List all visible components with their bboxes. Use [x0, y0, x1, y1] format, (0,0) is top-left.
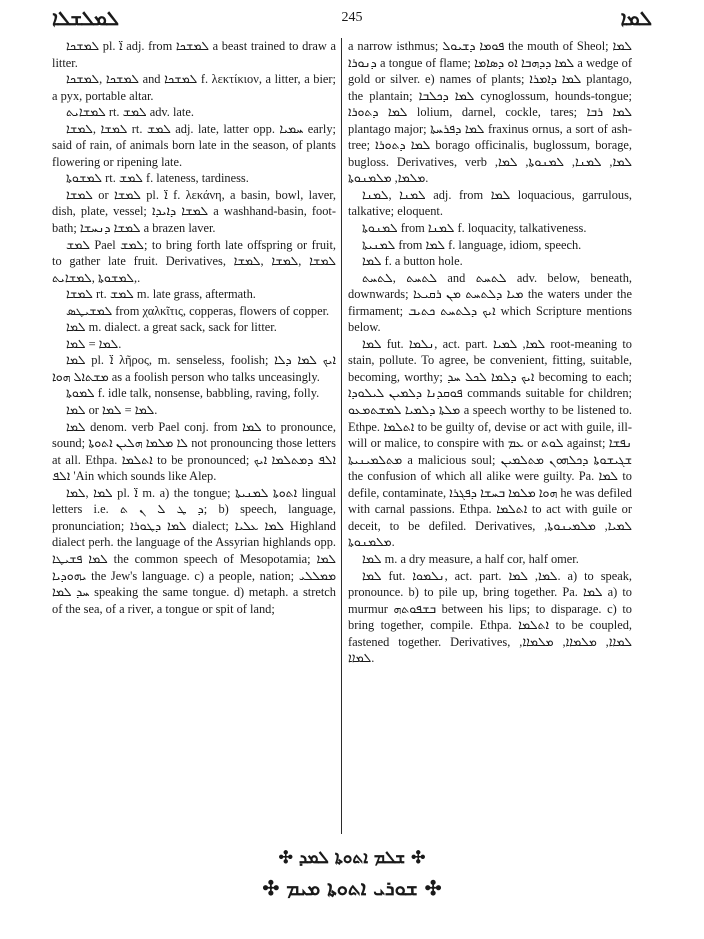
dictionary-entry: ܠܡܫܝܛܣ from χαλκῖτις, copperas, flowers of copper.	[66, 303, 330, 318]
dictionary-entry: ܠܡܘܬܐ f. idle talk, nonsense, babbling, raving, folly.	[66, 386, 320, 401]
dictionary-entry: ܠܡܐ f. a button hole.	[362, 254, 463, 269]
dictionary-entry: ܠܡܐ or ܠܡܐ = ܠܡܐ.	[66, 403, 158, 418]
page-header	[52, 6, 652, 32]
dictionary-entry: ܠܡܐ m. a dry measure, a half cor, half omer.	[362, 551, 579, 566]
dictionary-entry: ܠܡܐ = ܠܡܐ.	[66, 336, 122, 351]
dictionary-entry: ܠܡܢܝܬܐ from ܠܡܐ f. language, idiom, speech.	[362, 237, 582, 252]
dictionary-entry: ܠܡܢܐ ,ܠܡܢܐ adj. from ܠܡܐ loquacious, garrulous, talkative; eloquent.	[348, 187, 633, 219]
dictionary-entry: a narrow isthmus; ܦܘܡܐ ܕܫܝܘܠ the mouth of Sheol; ܠܡܐ ܕܢܘܪܐ a tongue of flame; ܠܡܐ ܕܕܗܒܐ ܐܘ ܕܣܐܡܐ a wedge of gold or silver. e) names of plants; ܠܡܐ ܕܐܡܪܐ plantago, the plantain; ܠܡܐ ܕܟܠܒܐ cynoglossum, hounds-tongue; ܠܡܐ ܕܬܘܪܐ lolium, darnel, cockle, tares; ܠܡܐ ܪܒܐ plantago major; ܠܡܐ ܕܦܪܚܬܐ fraxinus ornus, a sort of ash-tree; ܠܡܐ ܕܬܘܪܐ borago officinalis, buglossum, borage, bugloss. Derivatives, verb ܠܡܐ, ܠܡܢܐ, ܠܡܢܘܬܐ, ܠܡܐ, ܡܠܡܐ, ܡܠܡܢܘܬܐ.	[348, 39, 633, 186]
dictionary-entry: ܠܡܐ fut. ܢܠܡܐ, act. part. ܠܡܐ, ܠܡܝܐ root-meaning to stain, pollute. To agree, be convenient, fitting, suitable, becoming, worthy; ܐܝܟ ܕܠܡܐ ܠܟܠ ܚܕ becoming to each; ܦܘܩܕܢܐ ܕܠܡܝܢ ܠܝܠܘܕܐ commands suitable for children; ܡܠܬܐ ܕܠܡܝܐ ܠܡܫܬܡܥܘ a speech worthy to be listened to. Ethpe. ܐܬܠܡܐ to be guilty of, devise or act with guile, ill-will or malice, to conspire with ܥܡ or ܠܘܬ against; ܢܦܫܐ ܡܬܠܡܝܢܝܬܐ a malicious soul; ܫܓܝܫܘܬܐ ܕܟܠܗܘܢ ܡܬܠܡܝܢ the confusion of which all alike were guilty. Pa. ܠܡܐ to defile, contaminate, ܗܘܐ ܡܠܡܐ ܒܚܫܐ ܕܦܓܪܐ he was defiled with carnal passions. Ethpa. ܐܬܠܡܐ to act with guile or deceit, to be defiled. Derivatives, ܠܡܝܐ, ܡܠܡܝܢܘܬܐ, ܡܠܡܢܘܬܐ.	[348, 336, 633, 550]
dictionary-entry: ܠܡܢܘܬܐ from ܠܡܢܐ f. loquacity, talkativeness.	[362, 221, 587, 236]
dictionary-entry: ܠܡܐ fut. ܢܠܡܘܐ, act. part. ܠܡܐ, ܠܡܐ. a) to speak, pronounce. b) to pile up, bring together. Pa. ܠܡܐ a) to murmur ܒܫܦܘܬܗ between his lips; to disparage. c) to bring together, compile. Ethpa. ܐܬܠܡܐ to be coupled, fastened together. Derivatives, ܠܡܐܐ, ܡܠܡܐܐ, ܡܠܡܐܐ, ܠܡܐܐ.	[348, 568, 633, 666]
column-divider	[341, 38, 342, 834]
running-head-left: ܠܡܠܫܠܐ	[52, 6, 120, 30]
dictionary-entry: ܠܡܐ pl. ܐ̈ λῆρος, m. senseless, foolish; ܐܝܟ ܠܡܐ ܕܠܐ ܡܫܬܐܠ ܗܘܐ as a foolish person who talks unceasingly.	[52, 353, 337, 384]
section-begin-line: ✣ ܫܘܪܝ ܐܬܘܬܐ ܡܝܡ ✣	[262, 876, 442, 900]
page-number: 245	[341, 10, 363, 25]
dictionary-entry: ܠܡܫܐ ,ܠܡܫܐ rt. ܠܡܫ adj. late, latter opp. ܚܡܝܐ early; said of rain, of animals born late in the season, of plants flowering or ripening late.	[52, 121, 336, 169]
dictionary-entry: ܠܡܫܐܝܬ rt. ܠܡܫ adv. late.	[66, 105, 194, 120]
dictionary-entry: ܠܬܚܬ ,ܠܬܚܬ and ܠܬܚܬ adv. below, beneath, downwards; ܡܝܐ ܕܠܬܚܬ ܡܢ ܪܩܝܥܐ the waters under the firmament; ܐܝܟ ܕܠܬܚܬ ܟܬܝܒ which Scripture mentions below.	[348, 270, 632, 335]
dictionary-entry: ܠܡܫܐ rt. ܠܡܫ m. late grass, aftermath.	[66, 287, 256, 302]
left-column	[52, 38, 336, 617]
right-column	[348, 38, 632, 667]
dictionary-entry: ܠܡܫܐ or ܠܡܫܐ pl. ܐ̈ f. λεκάνη, a basin, bowl, laver, dish, plate, vessel; ܠܡܫܐ ܕܐܝܕܐ a washhand-basin, foot-bath; ܠܡܫܐ ܕܢܚܫܐ a brazen laver.	[52, 187, 336, 236]
section-end-line: ✣ ܫܠܡ ܐܬܘܬܐ ܠܡܕ ✣	[278, 848, 426, 868]
dictionary-entry: ܠܡܫܘܬܐ rt. ܠܡܫ f. lateness, tardiness.	[66, 171, 249, 186]
dictionary-entry: ܠܡܐ m. dialect. a great sack, sack for litter.	[66, 320, 277, 335]
dictionary-entry: ܠܡܐ ,ܠܡܐ pl. ܐ̈ m. a) the tongue; ܐܬܘܬܐ ܠܡܢܝܬܐ lingual letters i.e. ܕ ܛ ܠ ܢ ܬ; b) speech, language, pronunciation; ܠܡܐ ܕܛܘܪܐ dialect; ܠܡܐ ܥܠܝܐ Highland dialect perh. the language of the Assyrian highlands opp. ܠܡܐ ܦܫܝܛܐ the common speech of Mesopotamia; ܠܡܐ ܝܗܘܕܝܐ the Jew's language. c) a people, nation; ܡܡܠܠܝ ܚܕ ܠܡܐ speaking the same tongue. d) metaph. a stretch of the sea, of a river, a tongue or spit of land;	[52, 485, 337, 616]
dictionary-entry: ܠܡܫ Pael ܠܡܫ; to bring forth late offspring or fruit, to gather late fruit. Derivatives, ܠܡܫܐ ,ܠܡܫܐ ,ܠܡܫܐ ,ܠܡܫܘܬܐ ,ܠܡܫܐܝܬ.	[52, 237, 337, 285]
dictionary-entry: ܠܡܫܟܐ ,ܠܡܫܟܐ and ܠܡܫܟܐ f. λεκτίκιον, a litter, a bier; a pyx, portable altar.	[52, 72, 336, 103]
running-head-right: ܠܡܐ	[620, 6, 652, 30]
dictionary-entry: ܠܡܫܟܐ pl. ܐ̈ adj. from ܠܡܫܟܐ a beast trained to draw a litter.	[52, 39, 336, 70]
dictionary-entry: ܠܡܐ denom. verb Pael conj. from ܠܡܐ to pronounce, sound; ܠܐ ܡܠܡܐ ܗܠܝܢ ܐܬܘܬܐ not pronouncing those letters at all. Ethpa. ܐܬܠܡܐ to be pronounced; ܐܠܦ ܕܡܬܠܡܐ ܐܝܟ ܐܠܦ 'Ain which sounds like Alep.	[52, 419, 336, 484]
